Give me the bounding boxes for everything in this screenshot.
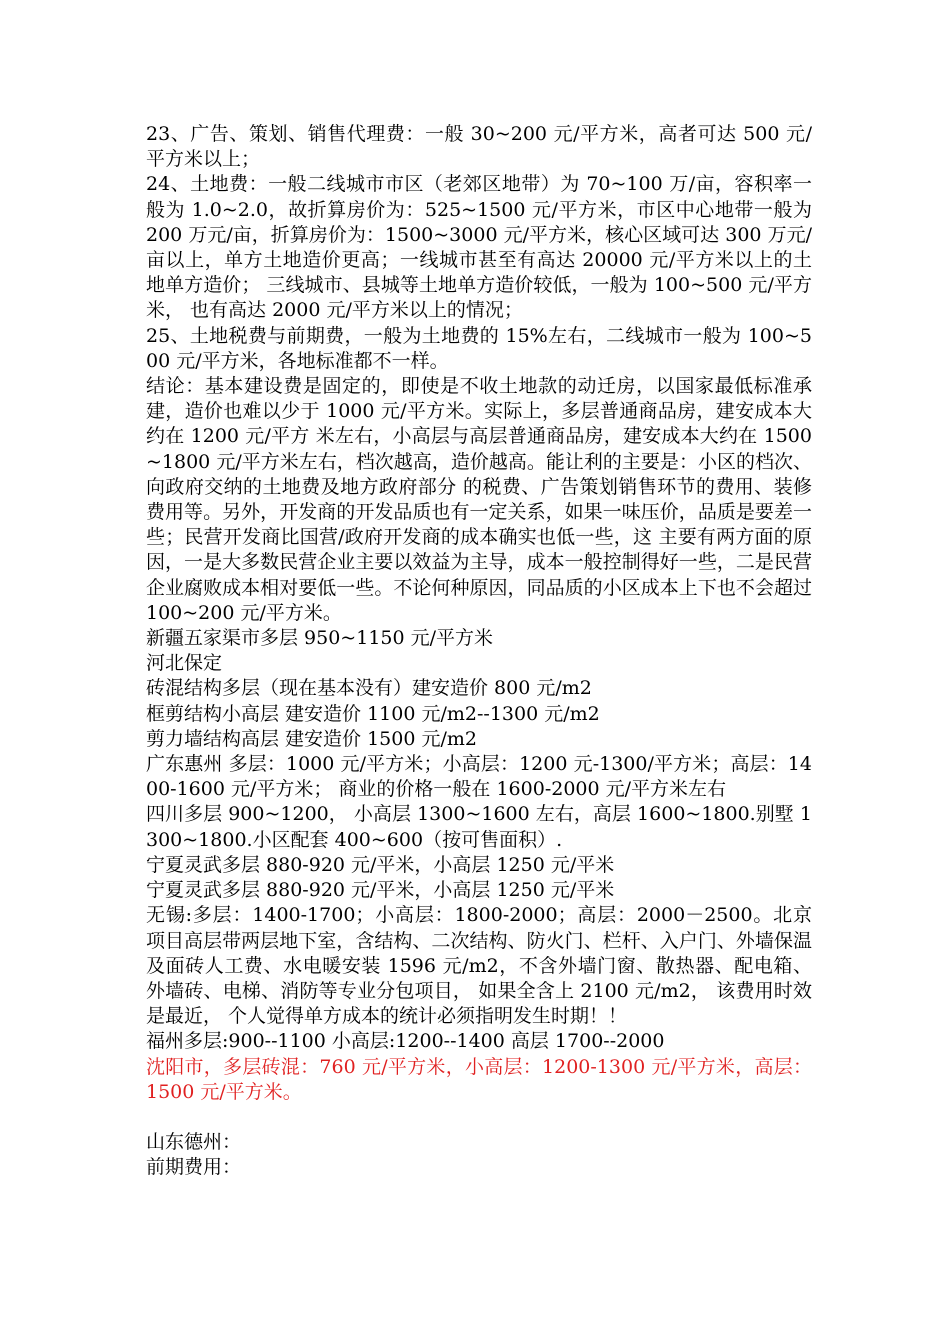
paragraph-wuxi-beijing: 无锡:多层：1400-1700；小高层：1800-2000；高层：2000－2500。北京项目高层带两层地下室，含结构、二次结构、防火门、栏杆、入户门、外墙保温及面砖人工费、水电暖安装 1596 元/m2，不含外墙门窗、散热器、配电箱、外墙砖、电梯、消防等专业分包项目， 如果全含上 2100 元/m2， 该费用时效是最近， 个人觉得单方成本的统计必须指明发生时期！！: [146, 904, 812, 1028]
paragraph-brick-concrete: 砖混结构多层（现在基本没有）建安造价 800 元/m2: [146, 677, 592, 700]
paragraph-shear-wall: 剪力墙结构高层 建安造价 1500 元/m2: [146, 727, 477, 750]
paragraph-hebei-baoding: 河北保定: [146, 652, 223, 675]
blank-line: [146, 1105, 812, 1130]
paragraph-guangdong-huizhou: 广东惠州 多层：1000 元/平方米；小高层：1200 元-1300/平方米；高层：1400-1600 元/平方米； 商业的价格一般在 1600-2000 元/平方米左右: [146, 753, 812, 801]
paragraph-shenyang: 沈阳市，多层砖混：760 元/平方米，小高层：1200-1300 元/平方米，高层：1500 元/平方米。: [146, 1055, 812, 1103]
paragraph-item-24: 24、土地费：一般二线城市市区（老郊区地带）为 70~100 万/亩，容积率一般为 1.0~2.0，故折算房价为：525~1500 元/平方米，市区中心地带一般为 200 万元/亩，折算房价为：1500~3000 元/平方米，核心区域可达 300 万元/亩以上，单方土地造价更高；一线城市甚至有高达 20000 元/平方米以上的土地单方造价； 三线城市、县城等土地单方造价较低，一般为 100~500 元/平方米， 也有高达 2000 元/平方米以上的情况；: [146, 173, 812, 322]
paragraph-ningxia-2: 宁夏灵武多层 880-920 元/平米，小高层 1250 元/平米: [146, 879, 615, 902]
paragraph-item-23: 23、广告、策划、销售代理费：一般 30~200 元/平方米，高者可达 500 元/平方米以上；: [146, 123, 812, 171]
paragraph-sichuan: 四川多层 900~1200， 小高层 1300~1600 左右，高层 1600~1800.别墅 1300~1800.小区配套 400~600（按可售面积）.: [146, 803, 812, 851]
paragraph-fuzhou: 福州多层:900--1100 小高层:1200--1400 高层 1700--2000: [146, 1030, 665, 1053]
paragraph-frame-shear: 框剪结构小高层 建安造价 1100 元/m2--1300 元/m2: [146, 702, 600, 725]
paragraph-conclusion: 结论：基本建设费是固定的，即使是不收土地款的动迁房，以国家最低标准承建，造价也难以少于 1000 元/平方米。实际上，多层普通商品房，建安成本大约在 1200 元/平方 米左右，小高层与高层普通商品房，建安成本大约在 1500~1800 元/平方米左右，档次越高，造价越高。能让利的主要是：小区的档次、向政府交纳的土地费及地方政府部分 的税费、广告策划销售环节的费用、装修费用等。另外，开发商的开发品质也有一定关系，如果一味压价，品质是要差一些；民营开发商比国营/政府开发商的成本确实也低一些，这 主要有两方面的原因，一是大多数民营企业主要以效益为主导，成本一般控制得好一些，二是民营企业腐败成本相对要低一些。不论何种原因，同品质的小区成本上下也不会超过 100~200 元/平方米。: [146, 375, 812, 624]
paragraph-shandong-dezhou: 山东德州：: [146, 1131, 242, 1154]
paragraph-item-25: 25、土地税费与前期费，一般为土地费的 15%左右，二线城市一般为 100~500 元/平方米，各地标准都不一样。: [146, 324, 812, 372]
document-page: [146, 122, 812, 1181]
paragraph-preliminary-costs: 前期费用：: [146, 1156, 242, 1179]
paragraph-xinjiang: 新疆五家渠市多层 950~1150 元/平方米: [146, 627, 494, 650]
paragraph-ningxia-1: 宁夏灵武多层 880-920 元/平米，小高层 1250 元/平米: [146, 853, 615, 876]
